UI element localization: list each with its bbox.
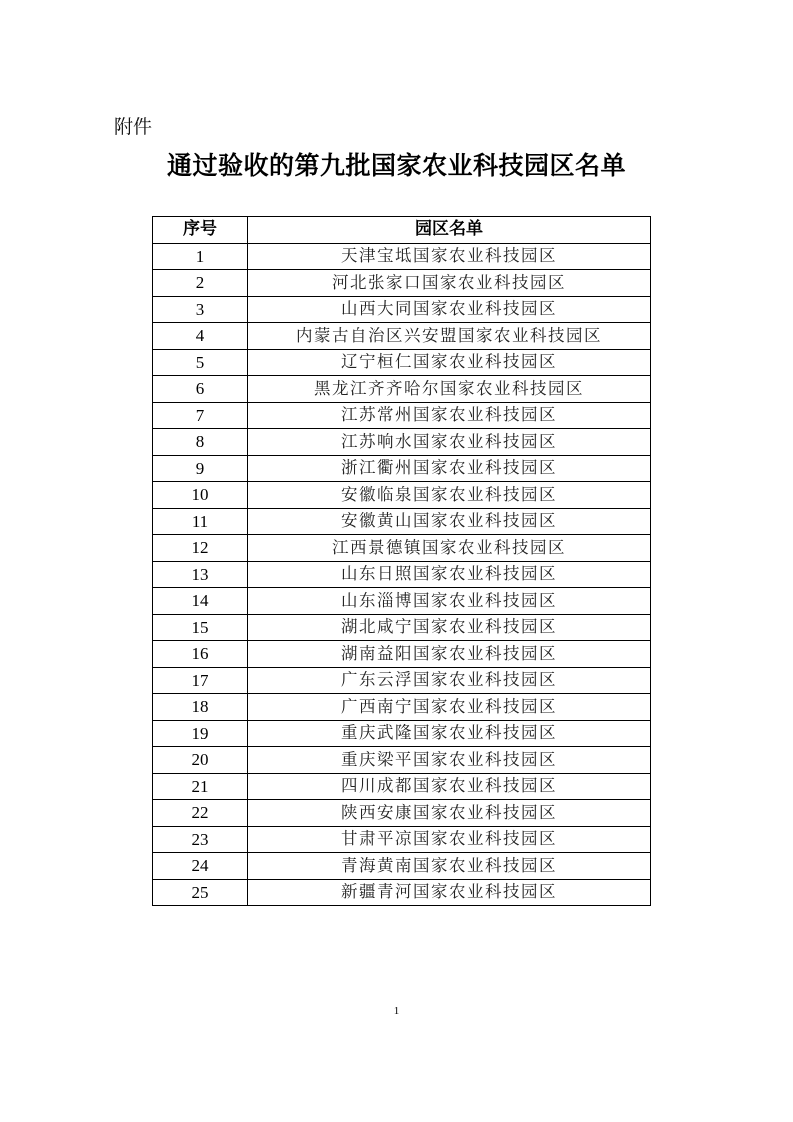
serial-number-cell: 12 [153,535,248,562]
table-row [153,588,651,615]
park-name-cell: 重庆武隆国家农业科技园区 [248,720,651,747]
park-name-cell: 四川成都国家农业科技园区 [248,773,651,800]
table-row [153,800,651,827]
park-name-cell: 河北张家口国家农业科技园区 [248,270,651,297]
header-serial-number: 序号 [153,217,248,244]
serial-number-cell: 4 [153,323,248,350]
table-row [153,614,651,641]
park-name-cell: 青海黄南国家农业科技园区 [248,853,651,880]
serial-number-cell: 5 [153,349,248,376]
table-row [153,349,651,376]
park-name-cell: 辽宁桓仁国家农业科技园区 [248,349,651,376]
serial-number-cell: 14 [153,588,248,615]
serial-number-cell: 3 [153,296,248,323]
serial-number-cell: 19 [153,720,248,747]
table-row [153,826,651,853]
table-row [153,561,651,588]
table-row [153,879,651,906]
park-name-cell: 湖北咸宁国家农业科技园区 [248,614,651,641]
table-row [153,402,651,429]
park-name-cell: 甘肃平凉国家农业科技园区 [248,826,651,853]
serial-number-cell: 8 [153,429,248,456]
park-name-cell: 天津宝坻国家农业科技园区 [248,243,651,270]
table-row [153,641,651,668]
table-row [153,376,651,403]
serial-number-cell: 18 [153,694,248,721]
table-row [153,270,651,297]
serial-number-cell: 10 [153,482,248,509]
table-row [153,853,651,880]
serial-number-cell: 2 [153,270,248,297]
park-name-cell: 湖南益阳国家农业科技园区 [248,641,651,668]
table-row [153,773,651,800]
serial-number-cell: 15 [153,614,248,641]
park-name-cell: 新疆青河国家农业科技园区 [248,879,651,906]
attachment-label: 附件 [114,116,153,138]
serial-number-cell: 20 [153,747,248,774]
table-row [153,535,651,562]
park-name-cell: 黑龙江齐齐哈尔国家农业科技园区 [248,376,651,403]
serial-number-cell: 24 [153,853,248,880]
table-row [153,482,651,509]
table-row [153,508,651,535]
park-name-cell: 江苏常州国家农业科技园区 [248,402,651,429]
serial-number-cell: 25 [153,879,248,906]
table-row [153,296,651,323]
serial-number-cell: 17 [153,667,248,694]
park-name-cell: 广西南宁国家农业科技园区 [248,694,651,721]
table-row [153,455,651,482]
park-name-cell: 江西景德镇国家农业科技园区 [248,535,651,562]
park-name-cell: 陕西安康国家农业科技园区 [248,800,651,827]
park-name-cell: 广东云浮国家农业科技园区 [248,667,651,694]
park-name-cell: 江苏响水国家农业科技园区 [248,429,651,456]
serial-number-cell: 1 [153,243,248,270]
serial-number-cell: 23 [153,826,248,853]
park-name-cell: 山东淄博国家农业科技园区 [248,588,651,615]
table-row [153,720,651,747]
table-row [153,429,651,456]
serial-number-cell: 6 [153,376,248,403]
park-name-cell: 重庆梁平国家农业科技园区 [248,747,651,774]
table-row [153,323,651,350]
table-row [153,694,651,721]
serial-number-cell: 13 [153,561,248,588]
table-row [153,747,651,774]
header-park-name: 园区名单 [248,217,651,244]
park-name-cell: 安徽黄山国家农业科技园区 [248,508,651,535]
table-row [153,667,651,694]
serial-number-cell: 21 [153,773,248,800]
park-name-cell: 浙江衢州国家农业科技园区 [248,455,651,482]
park-name-cell: 山西大同国家农业科技园区 [248,296,651,323]
park-list-table [152,216,651,906]
page-number: 1 [393,1005,400,1017]
serial-number-cell: 7 [153,402,248,429]
document-title: 通过验收的第九批国家农业科技园区名单 [166,151,626,180]
serial-number-cell: 11 [153,508,248,535]
serial-number-cell: 9 [153,455,248,482]
park-name-cell: 山东日照国家农业科技园区 [248,561,651,588]
table-header-row [153,217,651,244]
serial-number-cell: 22 [153,800,248,827]
serial-number-cell: 16 [153,641,248,668]
park-name-cell: 内蒙古自治区兴安盟国家农业科技园区 [248,323,651,350]
table-body [153,243,651,906]
park-name-cell: 安徽临泉国家农业科技园区 [248,482,651,509]
table-row [153,243,651,270]
